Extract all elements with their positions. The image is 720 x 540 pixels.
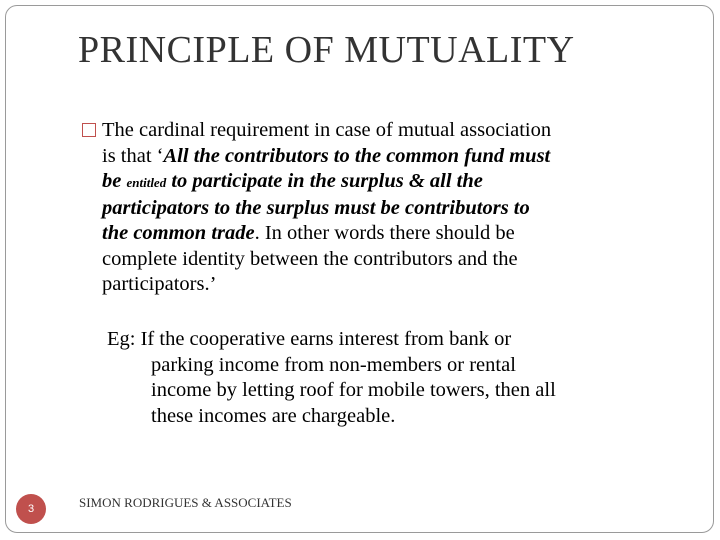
example-block <box>107 327 556 429</box>
paragraph-line <box>82 221 672 247</box>
text-run: is that ‘ <box>102 144 164 167</box>
paragraph-line <box>82 169 672 196</box>
footer-text: SIMON RODRIGUES & ASSOCIATES <box>79 495 292 510</box>
slide-title: PRINCIPLE OF MUTUALITY <box>78 29 575 71</box>
paragraph-line: participators.’ <box>102 273 217 295</box>
example-line: income by letting roof for mobile towers, then all <box>151 379 556 401</box>
page-number-badge: 3 <box>16 494 46 524</box>
emphasis-text: to participate in the surplus & all the <box>166 170 483 192</box>
text-run: . In other words there should be <box>254 222 515 244</box>
example-line: Eg: If the cooperative earns interest from bank or <box>107 328 512 350</box>
emphasis-text: All the contributors to the common fund must <box>163 144 551 167</box>
paragraph-line: complete identity between the contributors and the <box>102 247 518 270</box>
main-paragraph <box>82 118 672 298</box>
paragraph-line <box>82 144 672 170</box>
emphasis-text-small: entitled <box>126 175 167 190</box>
paragraph-line: participators to the surplus must be contributors to <box>102 196 530 219</box>
square-bullet-icon <box>82 123 96 137</box>
example-line: these incomes are chargeable. <box>151 404 396 427</box>
emphasis-text: the common trade <box>102 222 255 244</box>
paragraph-line: The cardinal requirement in case of mutual association <box>102 119 552 141</box>
emphasis-text: be <box>102 170 127 192</box>
example-line: parking income from non-members or rental <box>151 353 516 376</box>
